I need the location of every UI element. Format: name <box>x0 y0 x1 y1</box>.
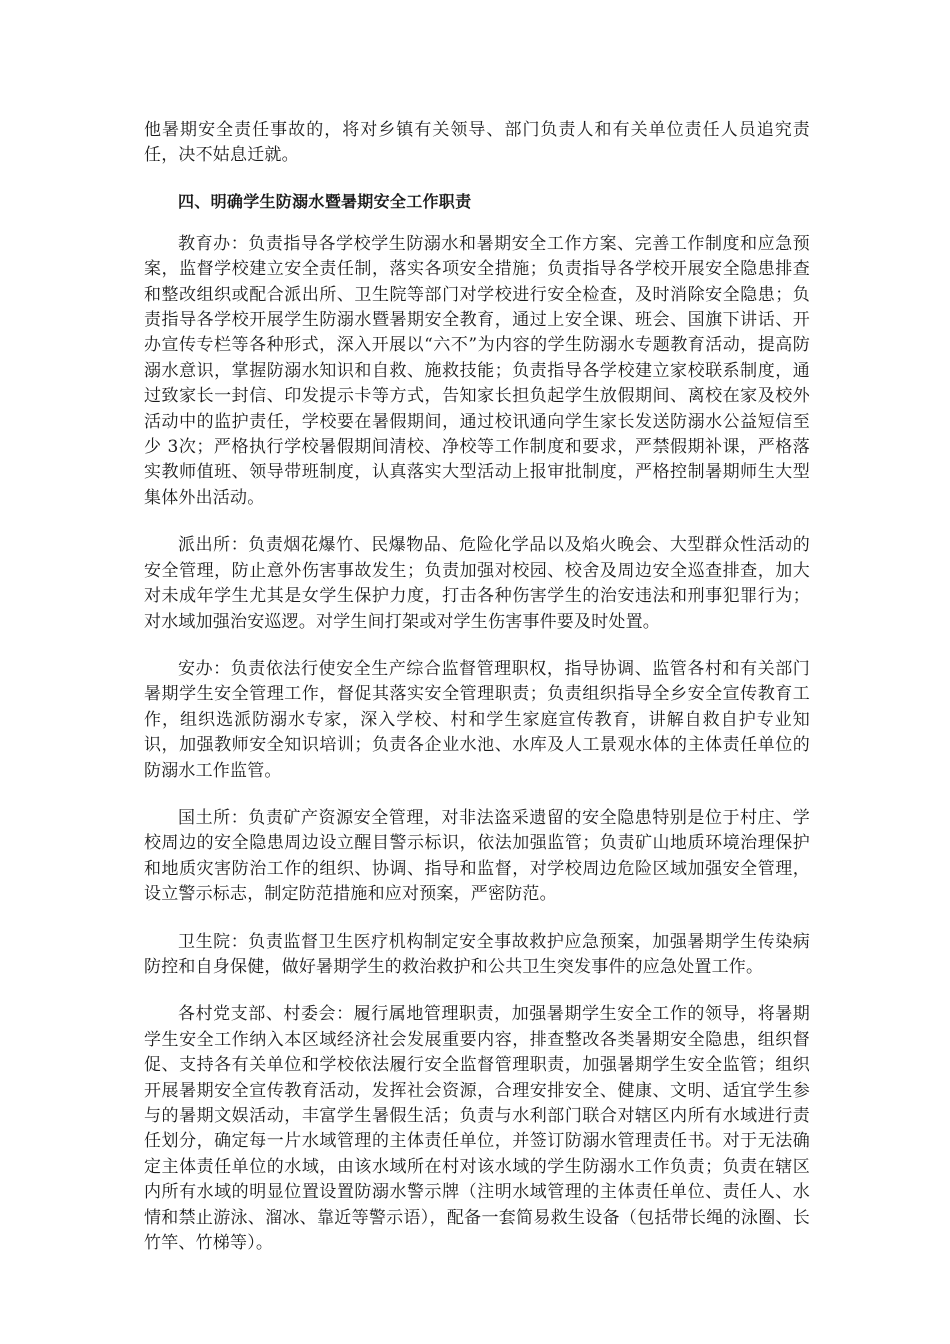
paragraph-education-office: 教育办：负责指导各学校学生防溺水和暑期安全工作方案、完善工作制度和应急预案，监督学校建立安全责任制，落实各项安全措施；负责指导各学校开展安全隐患排查和整改组织或配合派出所、卫生院等部门对学校进行安全检查，及时消除安全隐患；负责指导各学校开展学生防溺水暨暑期安全教育，通过上安全课、班会、国旗下讲话、开办宣传专栏等各种形式，深入开展以“六不”为内容的学生防溺水专题教育活动，提高防溺水意识，掌握防溺水知识和自救、施救技能；负责指导各学校建立家校联系制度，通过致家长一封信、印发提示卡等方式，告知家长担负起学生放假期间、离校在家及校外活动中的监护责任，学校要在暑假期间，通过校讯通向学生家长发送防溺水公益短信至少 3次；严格执行学校暑假期间清校、净校等工作制度和要求，严禁假期补课，严格落实教师值班、领导带班制度，认真落实大型活动上报审批制度，严格控制暑期师生大型集体外出活动。 <box>144 233 810 508</box>
spacer <box>144 635 810 657</box>
spacer <box>144 980 810 1002</box>
spacer <box>144 511 810 533</box>
paragraph-health-center: 卫生院：负责监督卫生医疗机构制定安全事故救护应急预案，加强暑期学生传染病防控和自身保健，做好暑期学生的救治救护和公共卫生突发事件的应急处置工作。 <box>144 931 810 977</box>
paragraph-village-committees: 各村党支部、村委会：履行属地管理职责，加强暑期学生安全工作的领导，将暑期学生安全工作纳入本区域经济社会发展重要内容，排查整改各类暑期安全隐患，组织督促、支持各有关单位和学校依法履行安全监督管理职责，加强暑期学生安全监管；组织开展暑期安全宣传教育活动，发挥社会资源，合理安排安全、健康、文明、适宜学生参与的暑期文娱活动，丰富学生暑假生活；负责与水利部门联合对辖区内所有水域进行责任划分，确定每一片水域管理的主体责任单位，并签订防溺水管理责任书。对于无法确定主体责任单位的水域，由该水域所在村对该水域的学生防溺水工作负责；负责在辖区内所有水域的明显位置设置防溺水警示牌（注明水域管理的主体责任单位、责任人、水情和禁止游泳、溜冰、靠近等警示语），配备一套简易救生设备（包括带长绳的泳圈、长竹竿、竹梯等）。 <box>144 1004 810 1254</box>
paragraph-safety-office: 安办：负责依法行使安全生产综合监督管理职权，指导协调、监管各村和有关部门暑期学生安全管理工作，督促其落实安全管理职责；负责组织指导全乡安全宣传教育工作，组织选派防溺水专家，深入学校、村和学生家庭宣传教育，讲解自救自护专业知识，加强教师安全知识培训；负责各企业水池、水库及人工景观水体的主体责任单位的防溺水工作监管。 <box>144 658 810 781</box>
spacer <box>144 169 810 189</box>
spacer <box>144 784 810 806</box>
paragraph-land-office: 国土所：负责矿产资源安全管理，对非法盗采遗留的安全隐患特别是位于村庄、学校周边的安全隐患周边设立醒目警示标识，依法加强监管；负责矿山地质环境治理保护和地质灾害防治工作的组织、协调、指导和监督，对学校周边危险区域加强安全管理，设立警示标志，制定防范措施和应对预案，严密防范。 <box>144 807 810 905</box>
section-heading: 四、明确学生防溺水暨暑期安全工作职责 <box>178 191 472 211</box>
paragraph-police-station: 派出所：负责烟花爆竹、民爆物品、危险化学品以及焰火晚会、大型群众性活动的安全管理，防止意外伤害事故发生；负责加强对校园、校舍及周边安全巡查排查，加大对未成年学生尤其是女学生保护力度，打击各种伤害学生的治安违法和刑事犯罪行为；对水域加强治安巡逻。对学生间打架或对学生伤害事件要及时处置。 <box>144 535 810 632</box>
intro-continuation-paragraph: 他暑期安全责任事故的，将对乡镇有关领导、部门负责人和有关单位责任人员追究责任，决不姑息迁就。 <box>144 120 810 166</box>
spacer <box>144 908 810 930</box>
document-page <box>144 118 810 1256</box>
spacer <box>144 214 810 232</box>
